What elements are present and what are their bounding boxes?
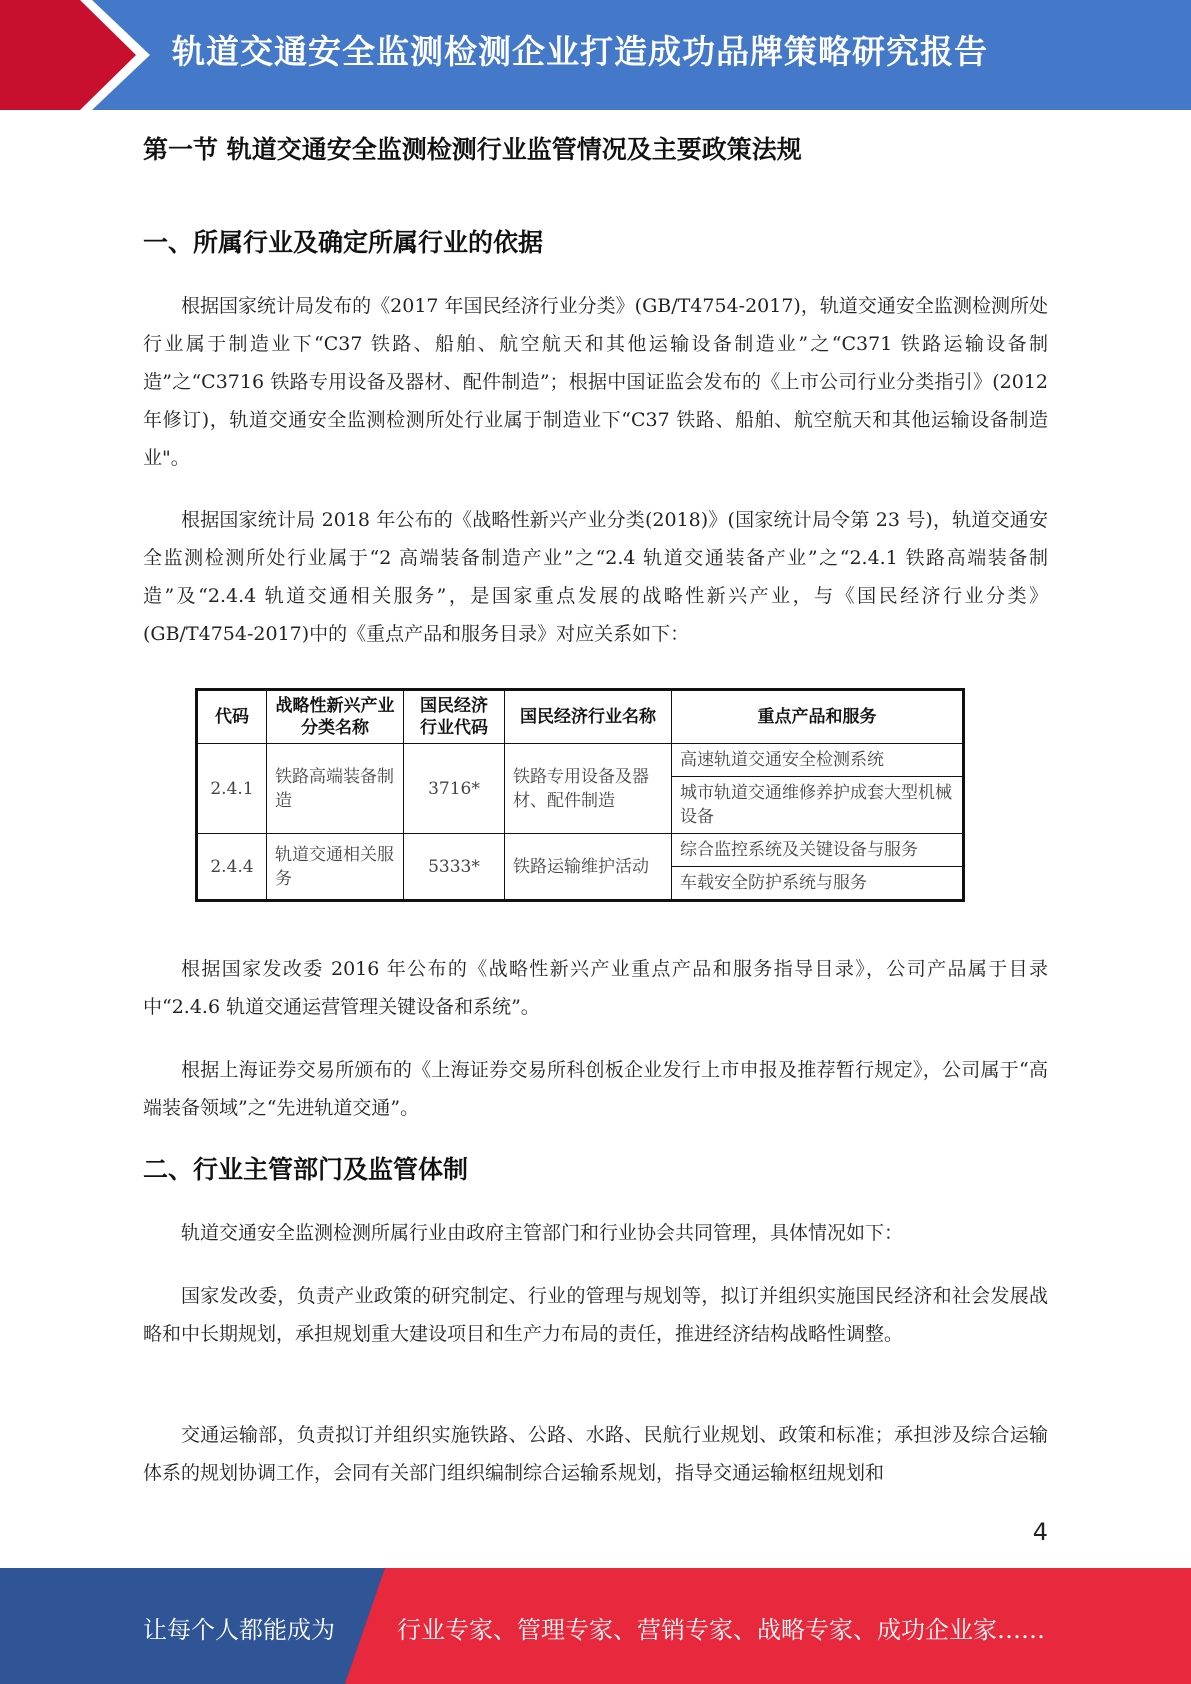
column-header: 代码 <box>197 690 267 744</box>
column-header: 战略性新兴产业分类名称 <box>267 690 404 744</box>
header-arrow-decoration <box>0 0 150 110</box>
product-cell: 综合监控系统及关键设备与服务 <box>672 834 964 867</box>
paragraph: 轨道交通安全监测检测所属行业由政府主管部门和行业协会共同管理，具体情况如下： <box>181 1222 904 1244</box>
code-cell: 2.4.4 <box>197 834 267 901</box>
paragraph: 根据国家发改委 2016 年公布的《战略性新兴产业重点产品和服务指导目录》，公司产品属于目录中“2.4.6 轨道交通运营管理关键设备和系统”。 <box>143 958 1048 1018</box>
industry-mapping-table <box>195 688 965 902</box>
footer-banner <box>0 1568 1191 1684</box>
category-cell: 铁路高端装备制造 <box>267 744 404 834</box>
column-header: 国民经济行业代码 <box>404 690 505 744</box>
product-cell: 高速轨道交通安全检测系统 <box>672 744 964 777</box>
industry-code-cell: 3716* <box>404 744 505 834</box>
code-cell: 2.4.1 <box>197 744 267 834</box>
column-header: 国民经济行业名称 <box>505 690 672 744</box>
industry-name-cell: 铁路专用设备及器材、配件制造 <box>505 744 672 834</box>
category-cell: 轨道交通相关服务 <box>267 834 404 901</box>
industry-name-cell: 铁路运输维护活动 <box>505 834 672 901</box>
column-header: 重点产品和服务 <box>672 690 964 744</box>
table-row <box>197 744 964 777</box>
paragraph: 根据上海证券交易所颁布的《上海证券交易所科创板企业发行上市申报及推荐暂行规定》，公司属于“高端装备领域”之“先进轨道交通”。 <box>143 1059 1048 1119</box>
page-number: 4 <box>1032 1518 1048 1546</box>
heading-part2: 二、行业主管部门及监管体制 <box>143 1155 469 1184</box>
heading-part1: 一、所属行业及确定所属行业的依据 <box>143 228 544 257</box>
section-title: 第一节 轨道交通安全监测检测行业监管情况及主要政策法规 <box>143 135 802 164</box>
table-row <box>197 834 964 867</box>
industry-code-cell: 5333* <box>404 834 505 901</box>
header-banner <box>0 0 1191 110</box>
footer-slogan-right: 行业专家、管理专家、营销专家、战略专家、成功企业家…… <box>397 1616 1045 1644</box>
footer-slogan-left: 让每个人都能成为 <box>143 1616 335 1644</box>
product-cell: 车载安全防护系统与服务 <box>672 867 964 901</box>
paragraph: 国家发改委，负责产业政策的研究制定、行业的管理与规划等，拟订并组织实施国民经济和社会发展战略和中长期规划，承担规划重大建设项目和生产力布局的责任，推进经济结构战略性调整。 <box>143 1285 1048 1345</box>
paragraph: 根据国家统计局发布的《2017 年国民经济行业分类》(GB/T4754-2017)，轨道交通安全监测检测所处行业属于制造业下“C37 铁路、船舶、航空航天和其他运输设备制造业”之“C371 铁路运输设备制造”之“C3716 铁路专用设备及器材、配件制造”；根据中国证监会发布的《上市公司行业分类指引》(2012 年修订)，轨道交通安全监测检测所处行业属于制造业下“C37 铁路、船舶、航空航天和其他运输设备制造业"。 <box>143 295 1048 469</box>
paragraph: 交通运输部，负责拟订并组织实施铁路、公路、水路、民航行业规划、政策和标准；承担涉及综合运输体系的规划协调工作，会同有关部门组织编制综合运输系规划，指导交通运输枢纽规划和 <box>143 1424 1048 1484</box>
paragraph: 根据国家统计局 2018 年公布的《战略性新兴产业分类(2018)》(国家统计局令第 23 号)，轨道交通安全监测检测所处行业属于“2 高端装备制造产业”之“2.4 轨道交通装备产业”之“2.4.1 铁路高端装备制造”及“2.4.4 轨道交通相关服务”，是国家重点发展的战略性新兴产业，与《国民经济行业分类》(GB/T4754-2017)中的《重点产品和服务目录》对应关系如下： <box>143 509 1048 645</box>
table-header-row <box>197 690 964 744</box>
report-title: 轨道交通安全监测检测企业打造成功品牌策略研究报告 <box>172 32 988 71</box>
product-cell: 城市轨道交通维修养护成套大型机械设备 <box>672 777 964 834</box>
